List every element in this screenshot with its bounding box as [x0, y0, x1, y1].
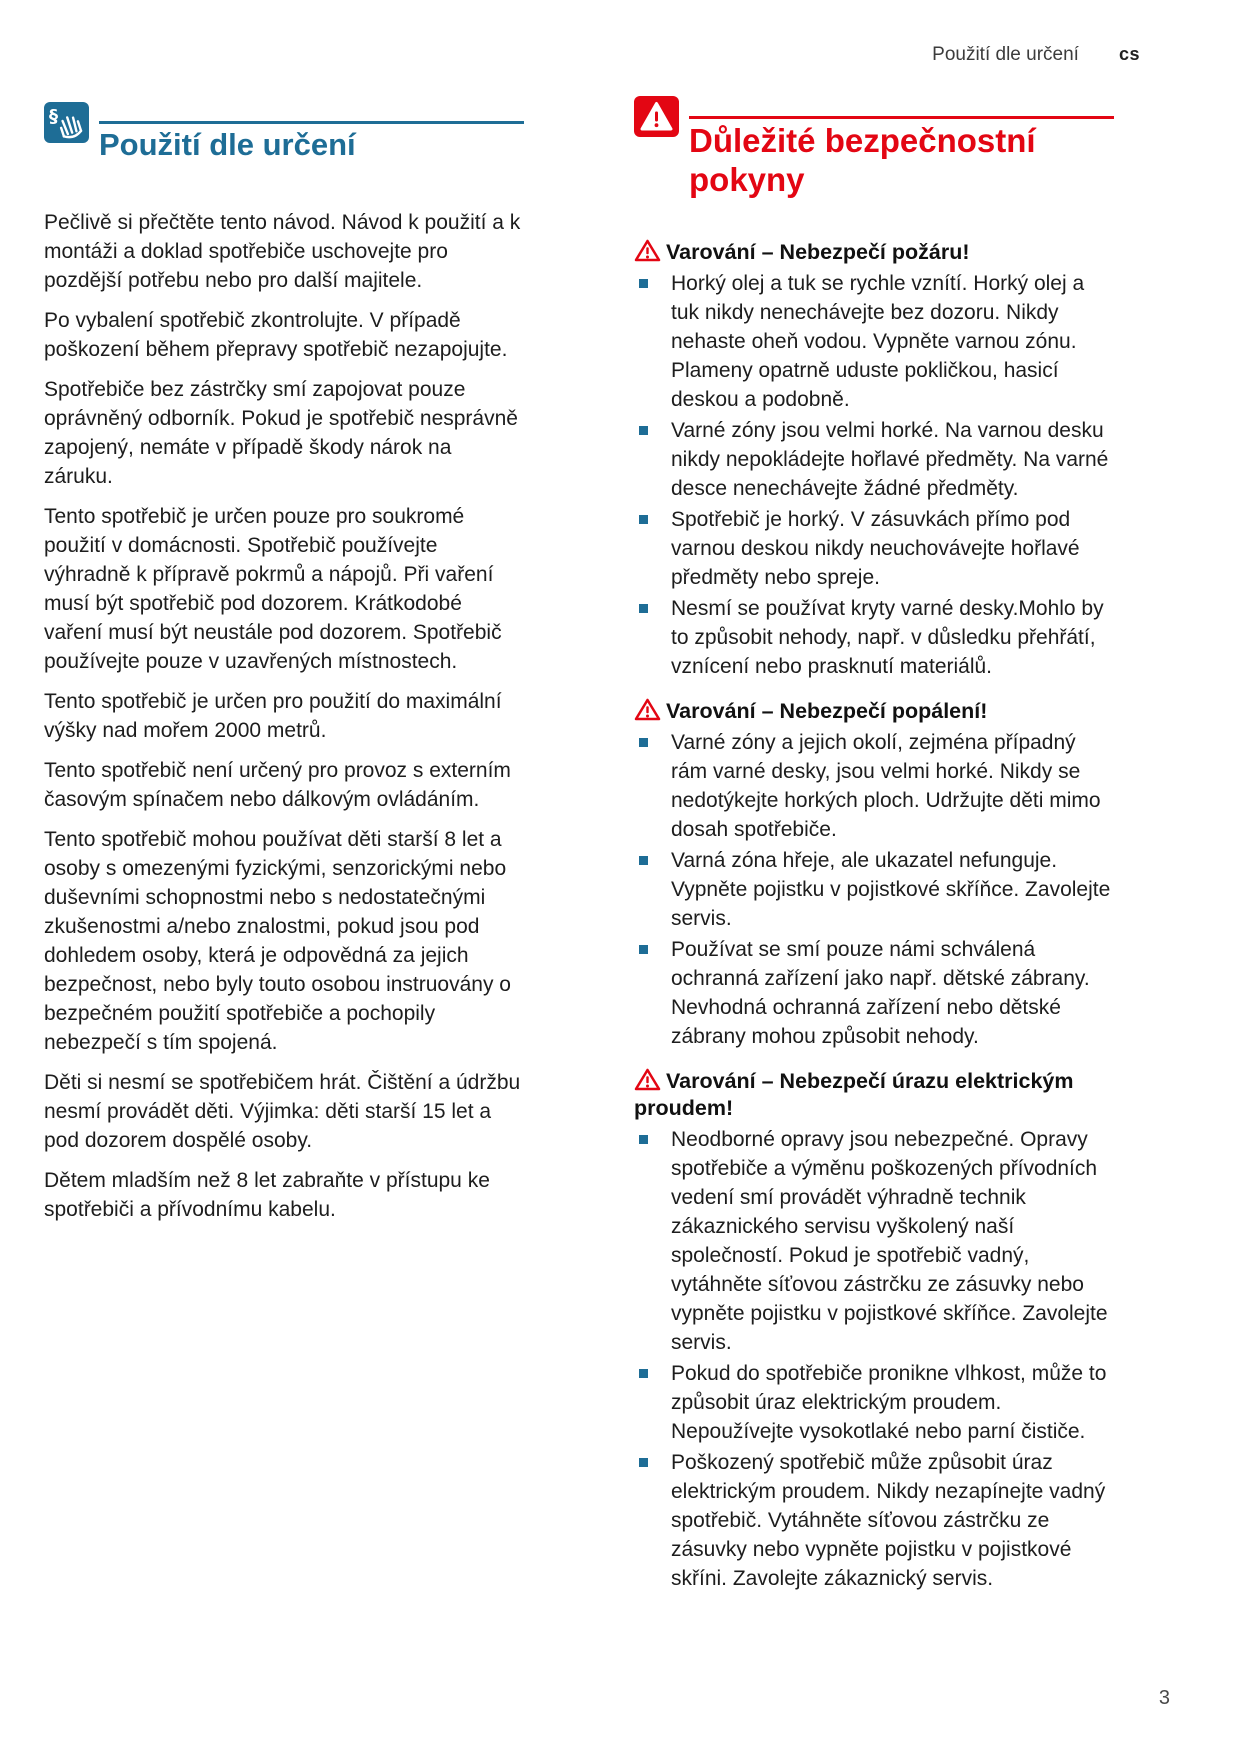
paragraph: Tento spotřebič mohou používat děti starší 8 let a osoby s omezenými fyzickými, senzorickými nebo duševními schopnostmi nebo s nedostatečnými zkušenostmi a/nebo znalostmi, pokud jsou pod dohledem osoby, která je odpovědná za jejich bezpečnost, nebo byly touto osobou instruovány o bezpečném použití spotřebiče a pochopily nebezpečí s tím spojená. — [44, 828, 511, 1055]
warning-triangle-box-icon — [634, 96, 679, 142]
paragraph: Tento spotřebič je určen pouze pro soukromé použití v domácnosti. Spotřebič používejte výhradně k přípravě pokrmů a nápojů. Při vaření musí být spotřebič pod dozorem. Krátkodobé vaření musí být neustále pod dozorem. Spotřebič používejte pouze v uzavřených místnostech. — [44, 505, 502, 674]
page-title-left: Použití dle určení — [99, 121, 524, 164]
paragraph: Děti si nesmí se spotřebičem hrát. Čištění a údržbu nesmí provádět děti. Výjimka: děti starší 15 let a pod dozorem dospělé osoby. — [44, 1071, 521, 1153]
warning-item: Poškozený spotřebič může způsobit úraz elektrickým proudem. Nikdy nezapínejte vadný spotřebič. Vytáhněte síťovou zástrčku ze zásuvky nebo vypněte pojistku v pojistkové skříni. Zavolejte zákaznický servis. — [634, 1448, 1114, 1593]
square-bullet-icon — [639, 515, 648, 524]
square-bullet-icon — [639, 738, 648, 747]
warning-item: Varné zóny a jejich okolí, zejména případný rám varné desky, jsou velmi horké. Nikdy se nedotýkejte horkých ploch. Udržujte děti mimo dosah spotřebiče. — [634, 728, 1114, 844]
square-bullet-icon — [639, 1369, 648, 1378]
warning-item: Spotřebič je horký. V zásuvkách přímo pod varnou deskou nikdy neuchovávejte hořlavé předměty nebo spreje. — [634, 505, 1114, 592]
warning-item: Nesmí se používat kryty varné desky.Mohlo by to způsobit nehody, např. v důsledku přehřátí, vznícení nebo prasknutí materiálů. — [634, 594, 1114, 681]
warning-triangle-outline-icon — [634, 238, 661, 263]
square-bullet-icon — [639, 945, 648, 954]
square-bullet-icon — [639, 1135, 648, 1144]
warning-triangle-outline-icon — [634, 697, 661, 722]
warning-item: Varné zóny jsou velmi horké. Na varnou desku nikdy nepokládejte hořlavé předměty. Na varné desce nenechávejte žádné předměty. — [634, 416, 1114, 503]
warning-item: Pokud do spotřebiče pronikne vlhkost, může to způsobit úraz elektrickým proudem. Nepoužívejte vysokotlaké nebo parní čističe. — [634, 1359, 1114, 1446]
warning-title: Varování – Nebezpečí úrazu elektrickým proudem! — [634, 1069, 1074, 1121]
paragraph: Tento spotřebič není určený pro provoz s externím časovým spínačem nebo dálkovým ovládáním. — [44, 759, 511, 812]
warning-triangle-outline-icon — [634, 1067, 661, 1092]
square-bullet-icon — [639, 279, 648, 288]
paragraph: Spotřebiče bez zástrčky smí zapojovat pouze oprávněný odborník. Pokud je spotřebič nesprávně zapojený, nemáte v případě škody nárok na záruku. — [44, 378, 518, 489]
warning-title: Varování – Nebezpečí popálení! — [634, 697, 1114, 725]
square-bullet-icon — [639, 1458, 648, 1467]
paragraph: Dětem mladším než 8 let zabraňte v přístupu ke spotřebiči a přívodnímu kabelu. — [44, 1169, 490, 1222]
warning-item: Neodborné opravy jsou nebezpečné. Opravy spotřebiče a výměnu poškozených přívodních vedení smí provádět výhradně technik zákaznického servisu vyškolený naší společností. Pokud je spotřebič vadný, vytáhněte síťovou zástrčku ze zásuvky nebo vypněte pojistku v pojistkové skříňce. Zavolejte servis. — [634, 1125, 1114, 1357]
page-title-right: Důležité bezpečnostní pokyny — [689, 116, 1114, 200]
warning-title: Varování – Nebezpečí požáru! — [634, 238, 1114, 266]
right-column — [634, 94, 1114, 1609]
warning-section-burns — [634, 697, 1114, 1051]
warning-item: Varná zóna hřeje, ale ukazatel nefunguje. Vypněte pojistku v pojistkové skříňce. Zavolejte servis. — [634, 846, 1114, 933]
square-bullet-icon — [639, 604, 648, 613]
paragraph: Tento spotřebič je určen pro použití do maximální výšky nad mořem 2000 metrů. — [44, 690, 502, 743]
page-number: 3 — [1158, 1687, 1170, 1709]
warning-section-electric-shock — [634, 1067, 1114, 1593]
svg-text:§: § — [49, 106, 58, 127]
safety-warnings — [634, 238, 1114, 1593]
square-bullet-icon — [639, 856, 648, 865]
paragraph: Po vybalení spotřebič zkontrolujte. V případě poškození během přepravy spotřebič nezapojujte. — [44, 309, 508, 362]
warning-item: Horký olej a tuk se rychle vznítí. Horký olej a tuk nikdy nenechávejte bez dozoru. Nikdy nehaste oheň vodou. Vypněte varnou zónu. Plameny opatrně uduste pokličkou, hasicí deskou a podobně. — [634, 269, 1114, 414]
paragraph: Pečlivě si přečtěte tento návod. Návod k použití a k montáži a doklad spotřebiče uschovejte pro pozdější potřebu nebo pro další majitele. — [44, 211, 521, 293]
running-header-title: Použití dle určení — [932, 44, 1079, 65]
running-header — [0, 44, 1140, 66]
section-heading-intended-use — [44, 100, 524, 184]
paragraph-hand-icon — [44, 102, 89, 148]
warning-item: Používat se smí pouze námi schválená ochranná zařízení jako např. dětské zábrany. Nevhodná ochranná zařízení nebo dětské zábrany mohou způsobit nehody. — [634, 935, 1114, 1051]
left-column — [44, 100, 524, 1235]
intended-use-text — [44, 208, 524, 1224]
square-bullet-icon — [639, 426, 648, 435]
section-heading-safety — [634, 94, 1114, 222]
warning-section-fire — [634, 238, 1114, 681]
language-code: cs — [1118, 44, 1140, 64]
